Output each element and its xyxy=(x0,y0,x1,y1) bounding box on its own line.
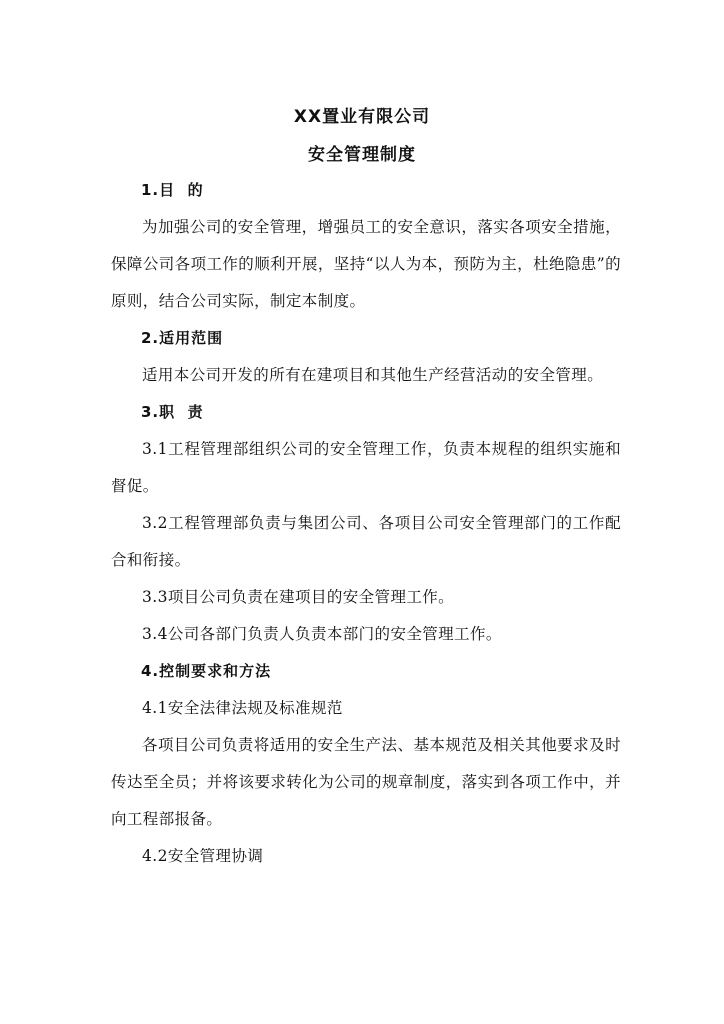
section-3-1-paragraph: 3.1工程管理部组织公司的安全管理工作，负责本规程的组织实施和督促。 xyxy=(111,440,621,495)
section-1-paragraph: 为加强公司的安全管理，增强员工的安全意识，落实各项安全措施，保障公司各项工作的顺利开展，坚持“以人为本，预防为主，杜绝隐患”的原则，结合公司实际，制定本制度。 xyxy=(111,218,621,310)
section-1-heading: 1.目 的 xyxy=(141,181,204,199)
section-4-heading: 4.控制要求和方法 xyxy=(141,662,272,680)
section-2-paragraph: 适用本公司开发的所有在建项目和其他生产经营活动的安全管理。 xyxy=(142,366,604,384)
section-4-1-paragraph: 各项目公司负责将适用的安全生产法、基本规范及相关其他要求及时传达至全员；并将该要求转化为公司的规章制度，落实到各项工作中，并向工程部报备。 xyxy=(111,736,621,828)
document-title: 安全管理制度 xyxy=(308,145,416,165)
section-3-heading: 3.职 责 xyxy=(141,403,204,421)
company-title: XX置业有限公司 xyxy=(293,107,431,127)
section-4-1-title: 4.1安全法律法规及标准规范 xyxy=(142,699,343,717)
section-3-3-paragraph: 3.3项目公司负责在建项目的安全管理工作。 xyxy=(142,588,455,606)
document-body xyxy=(111,172,621,875)
section-3-4-paragraph: 3.4公司各部门负责人负责本部门的安全管理工作。 xyxy=(142,625,502,643)
section-4-2-title: 4.2安全管理协调 xyxy=(142,847,264,865)
section-3-2-paragraph: 3.2工程管理部负责与集团公司、各项目公司安全管理部门的工作配合和衔接。 xyxy=(111,514,621,569)
section-2-heading: 2.适用范围 xyxy=(141,329,224,347)
